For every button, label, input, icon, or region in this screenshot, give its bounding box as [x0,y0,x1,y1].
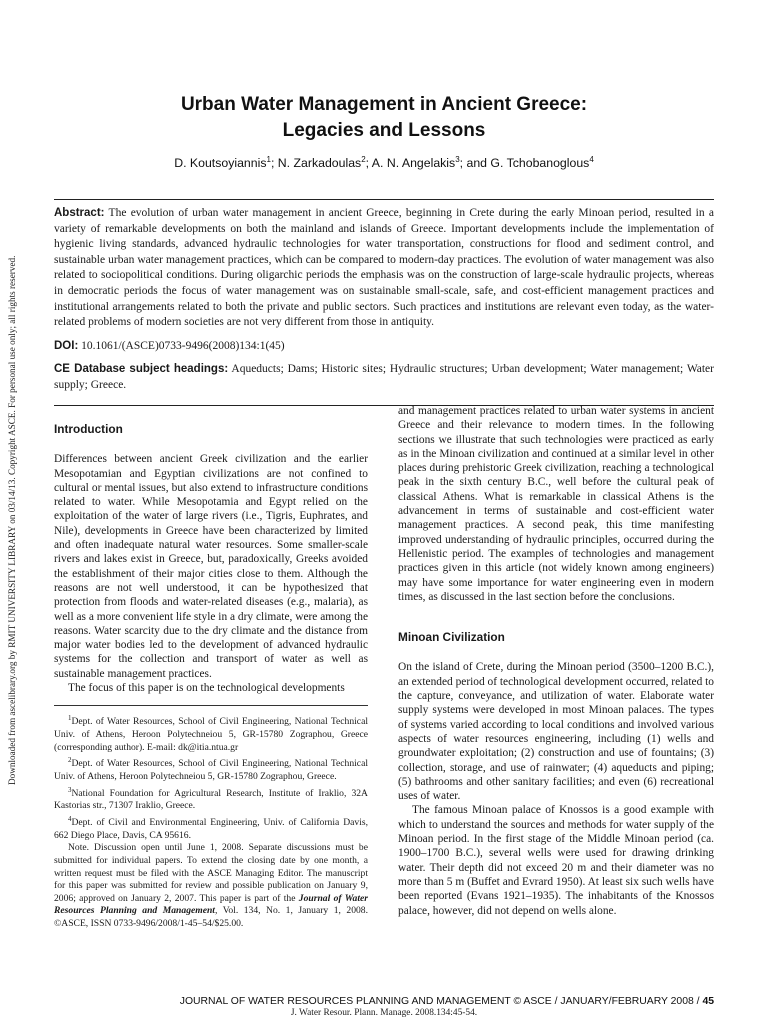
minoan-heading: Minoan Civilization [398,630,505,645]
footnote-mark: 4 [68,815,72,824]
footnote-text: Dept. of Civil and Environmental Engineering, Univ. of California Davis, 662 Diego Place, Davis, CA 95616. [54,817,368,841]
note-text: Note. Discussion open until June 1, 2008. Separate discussions must be submitted for individual papers. To extend the closing date by one month, a written request must be filed with the ASCE Managing Editor. The manuscript for this paper was submitted for review and possible publication on January 9, 2006; approved on January 2, 2007. This paper is part of the [54,842,368,904]
author-affiliation-mark: 4 [589,155,594,164]
footnote [54,754,368,783]
author-affiliation-mark: 3 [455,155,460,164]
introduction-paragraph: The focus of this paper is on the technological developments [68,682,345,695]
author-separator: ; [365,156,372,171]
subject-headings-value: Aqueducts; Dams; Historic sites; Hydraulic structures; Urban development; Water management; Water supply; Greece. [54,363,714,391]
abstract-top-rule [54,199,714,200]
footnote [54,784,368,813]
minoan-paragraph: On the island of Crete, during the Minoan period (3500–1200 B.C.), an extended period of technological development occurred, related to the capture, conveyance, and utilization of water. Elaborate water supply systems were developed in most Minoan palaces. The types of systems varied according to local conditions and involved various aspects of water resources engineering, including (1) wells and groundwater exploitation; (2) construction and use of fountains; (3) collection, storage, and use of rainwater; (4) aqueducts and piping; (5) bathrooms and other sanitary facilities; and even (6) recreational uses of water. [398,661,714,803]
footnote [54,813,368,842]
discussion-note [54,842,368,930]
footnote-text: National Foundation for Agricultural Research, Institute of Iraklio, 32A Kastorias str., 71307 Iraklio, Greece. [54,787,368,812]
doi [54,340,714,352]
download-notice: Downloaded from ascelibrary.org by RMIT UNIVERSITY LIBRARY on 03/14/13. Copyright ASCE. For personal use only; all rights reserved. [7,255,17,785]
title-line-2: Legacies and Lessons [282,120,486,141]
author-name: G. Tchobanoglous [490,156,590,171]
footnote-rule [54,705,368,706]
title-line-1: Urban Water Management in Ancient Greece: [180,94,588,115]
author-affiliation-mark: 1 [266,155,271,164]
author-name: A. N. Angelakis [371,156,456,171]
right-column [398,404,714,918]
journal-footer [54,996,714,1007]
footnote-text: Dept. of Water Resources, School of Civil Engineering, National Technical Univ. of Athens, Heroon Polytechneiou 5, GR-15780 Zographou, Greece (corresponding author). E-mail: dk@itia.ntua.gr [54,716,368,753]
author-list [54,155,714,170]
footnote-mark: 2 [68,756,72,765]
author-affiliation-mark: 2 [361,155,366,164]
subject-headings [54,362,714,393]
left-column [54,422,368,931]
doi-value[interactable]: 10.1061/(ASCE)0733-9496(2008)134:1(45) [81,340,285,352]
journal-footer-text: JOURNAL OF WATER RESOURCES PLANNING AND MANAGEMENT © ASCE / JANUARY/FEBRUARY 2008 / [179,996,703,1007]
abstract-label: Abstract: [54,207,105,219]
footnote-mark: 3 [68,785,72,794]
citation-line: J. Water Resour. Plann. Manage. 2008.134:45-54. [290,1008,478,1018]
footnotes [54,712,368,930]
footnote-text: Dept. of Water Resources, School of Civil Engineering, National Technical Univ. of Athens, Heroon Polytechneiou 5, GR-15780 Zographou, Greece. [54,758,368,783]
paper-title [54,92,714,144]
introduction-paragraph-continued: and management practices related to urban water systems in ancient Greece and their relevance to modern times. In the following sections we illustrate that such technologies were practiced as early as in the Minoan civilization and continued at a similar level in other places during prehistoric Greek civilization, reaching a technological peak in the sixth century B.C., well before the cultural peak of classical Athens. What is remarkable in classical Athens is the advancement in terms of sustainable and cost-efficient water management practices. A second peak, this time manifesting improved understanding of hydraulic principles, occurred during the Hellenistic period. The examples of technologies and management practices given in this article (not widely known among engineers) may have some importance for water engineering even in modern times, as discussed in the last section before the conclusions. [398,405,714,603]
introduction-heading: Introduction [54,422,123,436]
doi-label: DOI: [54,340,79,352]
journal-name: Journal of Water Resources Planning and Management [54,892,368,917]
author-separator: ; [270,156,278,171]
subject-headings-label: CE Database subject headings: [54,363,229,375]
page-number: 45 [702,996,714,1007]
footnote [54,712,368,754]
author-name: D. Koutsoyiannis [174,156,267,171]
minoan-paragraph: The famous Minoan palace of Knossos is a good example with which to understand the sources and methods for water supply of the Minoan period. In the first stage of the Middle Minoan period (ca. 1900–1700 B.C.), several wells were used for drawing drinking water. Their depth did not exceed 20 m and their diameter was no more than 5 m (Buffet and Evrard 1950). At least six such wells have been reported (Evans 1921–1935). The inhabitants of the Knossos palace, however, did not depend on wells alone. [398,804,714,917]
footnote-mark: 1 [68,714,72,723]
author-name: N. Zarkadoulas [277,156,362,171]
abstract-text: The evolution of urban water management in ancient Greece, beginning in Crete during the early Minoan period, resulted in a variety of remarkable developments on both the mainland and islands of Greece. Important developments include the implementation of hygienic living standards, advanced hydraulic technologies for water transportation, constructions for flood and sediment control, and sustainable urban water management practices, which can be compared to modern-day practices. The evolution of water management was also related to sociopolitical conditions. During oligarchic periods the emphasis was on the construction of large-scale hydraulic projects, whereas in democratic periods the focus of water management was on sustainable small-scale, safe, and cost-efficient management practices and institutional arrangements related to both the private and public sectors. Such practices and institutions are relevant even today, as the water-related problems of modern societies are not very different from those in antiquity. [54,207,714,329]
note-text-end: , Vol. 134, No. 1, January 1, 2008. ©ASCE, ISSN 0733-9496/2008/1-45–54/$25.00. [54,905,368,929]
abstract [54,206,714,331]
introduction-paragraph: Differences between ancient Greek civilization and the earlier Mesopotamian and Egyptian civilizations are not confined to cultural or mental issues, but also extend to infrastructure conditions related to water. While Mesopotamia and Egypt relied on the exploitation of the water of large rivers (i.e., Tigris, Euphrates, and Nile), developments in Greece have been characterized by limited and often inadequate natural water resources. Some smaller-scale rivers and lakes exist in Greece, but, paradoxically, Greeks avoided the establishment of their major cities close to them. Although the reasons are not well understood, it can be hypothesized that protection from floods and water-related diseases (e.g., malaria), as well as a more convenient life style in a dry climate, were among the reasons. Water scarcity due to the dry climate and the distance from major water bodies led to the development of advanced hydraulic systems for the collection and transport of water as well as sustainable management practices. [54,453,368,680]
author-separator: ; and [459,156,491,171]
